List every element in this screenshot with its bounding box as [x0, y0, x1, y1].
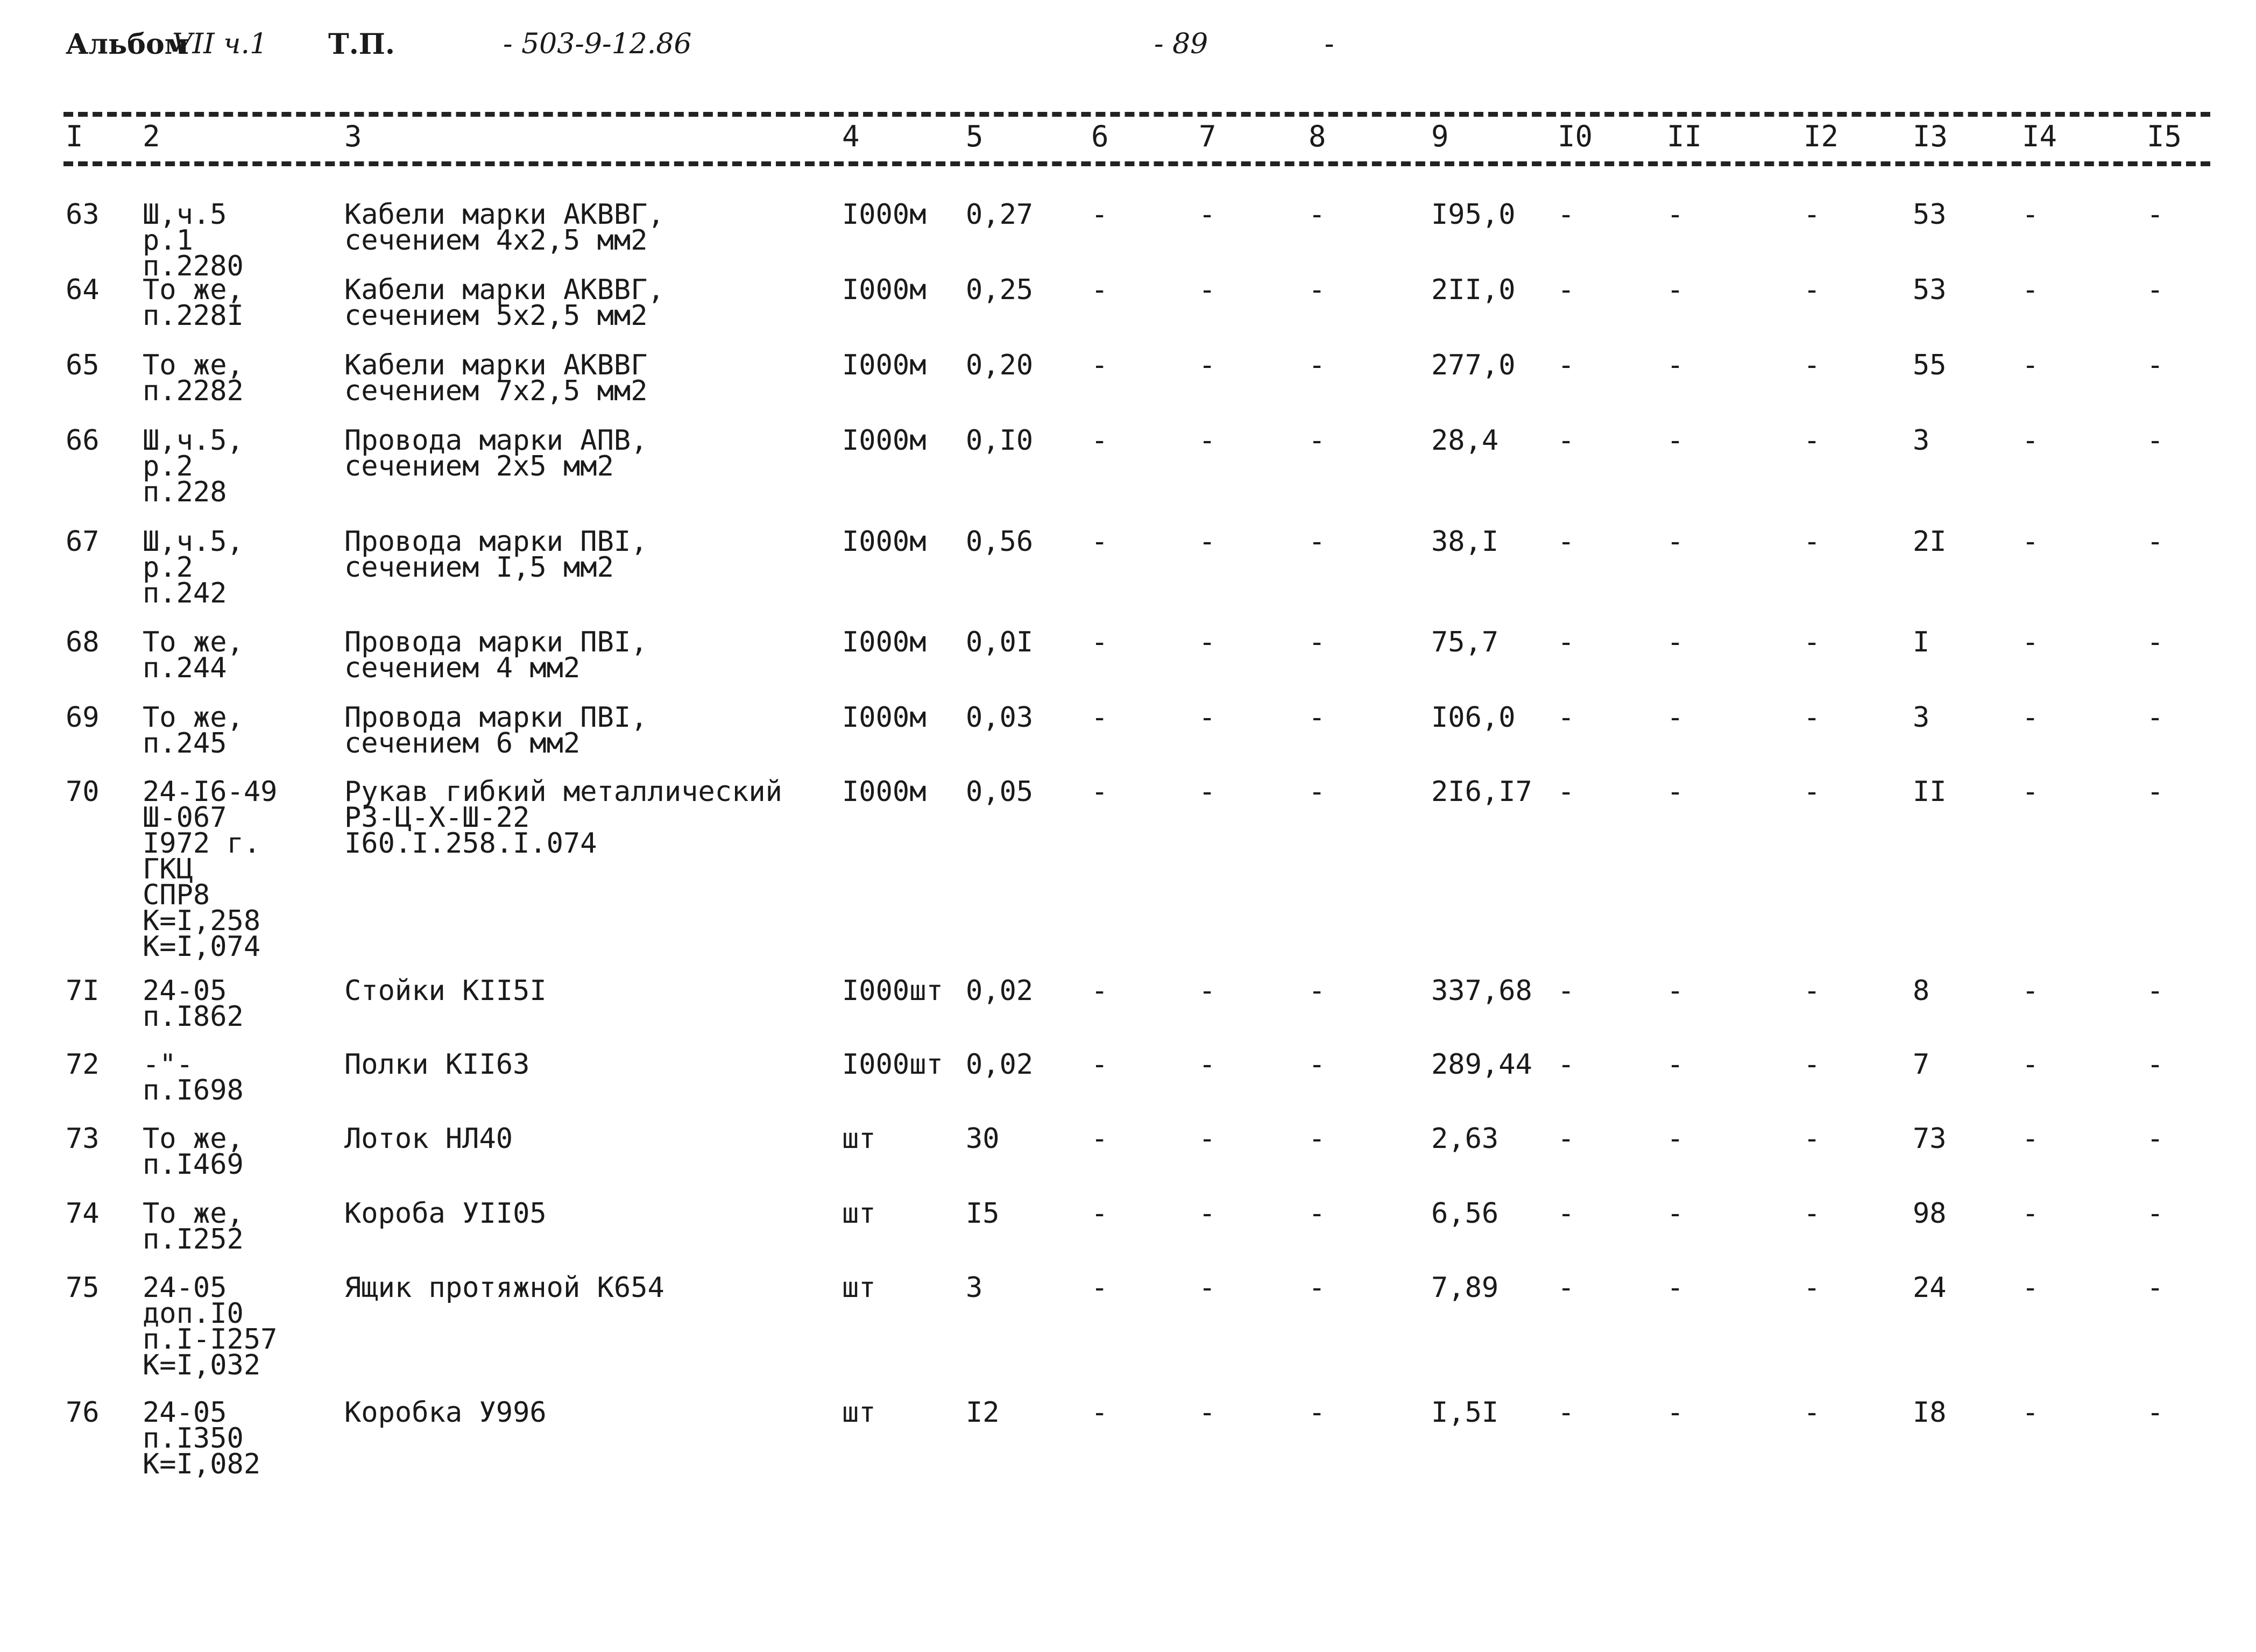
reference-cell: 24-05 доп.I0 п.I-I257 К=I,032 [143, 1272, 278, 1381]
dash-cell: - [1667, 424, 1684, 457]
code-cell: 98 [1913, 1197, 1947, 1230]
dash-cell: - [1667, 701, 1684, 734]
dash-cell: - [1804, 776, 1821, 808]
dash-cell: - [1558, 776, 1575, 808]
price-cell: 28,4 [1431, 424, 1499, 457]
dash-cell: - [1667, 776, 1684, 808]
dash-cell: - [2022, 701, 2039, 734]
reference-cell: 24-05 п.I862 [143, 975, 244, 1033]
unit-cell: I000шт [842, 1048, 943, 1081]
dash-cell: - [1667, 274, 1684, 306]
dash-cell: - [2147, 975, 2164, 1007]
dash-cell: - [1804, 1197, 1821, 1230]
price-cell: 2II,0 [1431, 274, 1516, 306]
row-number: 70 [66, 776, 100, 808]
dash-cell: - [2147, 626, 2164, 658]
dash-cell: - [1558, 626, 1575, 658]
column-header: II [1667, 119, 1702, 153]
row-number: 65 [66, 349, 100, 381]
dash-cell: - [1804, 701, 1821, 734]
dash-cell: - [2022, 975, 2039, 1007]
album-title: Альбом [66, 28, 189, 61]
header-dashed-rule [63, 161, 2210, 166]
column-header: 9 [1431, 119, 1449, 153]
code-cell: 3 [1913, 424, 1930, 457]
dash-cell: - [2022, 274, 2039, 306]
dash-cell: - [1199, 1272, 1216, 1304]
quantity-cell: I5 [966, 1197, 1000, 1230]
dash-cell: - [2147, 776, 2164, 808]
dash-cell: - [2147, 1048, 2164, 1081]
unit-cell: I000м [842, 701, 927, 734]
dash-cell: - [1309, 349, 1326, 381]
tp-label: Т.П. [328, 28, 395, 61]
row-number: 73 [66, 1123, 100, 1155]
item-name-cell: Коробка У996 [344, 1396, 547, 1429]
column-header: I4 [2022, 119, 2057, 153]
dash-cell: - [2022, 424, 2039, 457]
reference-cell: Ш,ч.5, р.2 п.228 [143, 424, 244, 508]
dash-cell: - [1667, 975, 1684, 1007]
page-number: - 89 [1154, 28, 1208, 60]
dash-cell: - [1309, 776, 1326, 808]
reference-cell: -"- п.I698 [143, 1048, 244, 1107]
dash-cell: - [1667, 198, 1684, 231]
code-cell: I8 [1913, 1396, 1947, 1429]
code-cell: I [1913, 626, 1930, 658]
price-cell: 277,0 [1431, 349, 1516, 381]
quantity-cell: 0,03 [966, 701, 1034, 734]
dash-cell: - [1804, 1048, 1821, 1081]
dash-cell: - [1558, 349, 1575, 381]
quantity-cell: 0,25 [966, 274, 1034, 306]
dash-cell: - [1667, 1396, 1684, 1429]
dash-cell: - [1804, 349, 1821, 381]
dash-cell: - [1558, 424, 1575, 457]
quantity-cell: 0,27 [966, 198, 1034, 231]
quantity-cell: 0,0I [966, 626, 1034, 658]
column-header: 8 [1309, 119, 1326, 153]
dash-cell: - [1309, 701, 1326, 734]
reference-cell: Ш,ч.5, р.2 п.242 [143, 526, 244, 609]
dash-cell: - [1667, 1272, 1684, 1304]
dash-cell: - [1558, 1272, 1575, 1304]
code-cell: 24 [1913, 1272, 1947, 1304]
price-cell: 75,7 [1431, 626, 1499, 658]
item-name-cell: Провода марки ПВI, сечением 6 мм2 [344, 701, 648, 760]
dash-cell: - [2147, 424, 2164, 457]
dash-cell: - [1667, 626, 1684, 658]
dash-cell: - [2022, 1197, 2039, 1230]
item-name-cell: Ящик протяжной К654 [344, 1272, 664, 1304]
dash-cell: - [2147, 1396, 2164, 1429]
dash-cell: - [1309, 1197, 1326, 1230]
dash-cell: - [1091, 1272, 1108, 1304]
row-number: 67 [66, 526, 100, 558]
price-cell: 2,63 [1431, 1123, 1499, 1155]
code-cell: 73 [1913, 1123, 1947, 1155]
dash-cell: - [1199, 975, 1216, 1007]
page-dash: - [1321, 28, 1338, 60]
dash-cell: - [1091, 198, 1108, 231]
dash-cell: - [1558, 975, 1575, 1007]
dash-cell: - [1199, 274, 1216, 306]
dash-cell: - [1199, 349, 1216, 381]
dash-cell: - [1199, 526, 1216, 558]
dash-cell: - [2022, 1048, 2039, 1081]
item-name-cell: Короба УII05 [344, 1197, 547, 1230]
dash-cell: - [2147, 1272, 2164, 1304]
column-header: I5 [2147, 119, 2182, 153]
row-number: 66 [66, 424, 100, 457]
unit-cell: I000шт [842, 975, 943, 1007]
dash-cell: - [2022, 526, 2039, 558]
item-name-cell: Кабели марки АКВВГ, сечением 5х2,5 мм2 [344, 274, 664, 332]
unit-cell: I000м [842, 626, 927, 658]
unit-cell: шт [842, 1396, 876, 1429]
dash-cell: - [2022, 349, 2039, 381]
dash-cell: - [1199, 1396, 1216, 1429]
quantity-cell: 0,20 [966, 349, 1034, 381]
item-name-cell: Лоток НЛ40 [344, 1123, 513, 1155]
row-number: 74 [66, 1197, 100, 1230]
quantity-cell: 0,I0 [966, 424, 1034, 457]
reference-cell: То же, п.245 [143, 701, 244, 760]
quantity-cell: 30 [966, 1123, 1000, 1155]
dash-cell: - [1199, 198, 1216, 231]
item-name-cell: Провода марки ПВI, сечением 4 мм2 [344, 626, 648, 684]
dash-cell: - [1199, 1197, 1216, 1230]
dash-cell: - [2022, 626, 2039, 658]
quantity-cell: 0,02 [966, 975, 1034, 1007]
unit-cell: I000м [842, 274, 927, 306]
unit-cell: I000м [842, 198, 927, 231]
unit-cell: шт [842, 1197, 876, 1230]
dash-cell: - [1199, 424, 1216, 457]
dash-cell: - [1309, 626, 1326, 658]
code-cell: 3 [1913, 701, 1930, 734]
price-cell: 289,44 [1431, 1048, 1532, 1081]
album-volume: VII ч.1 [172, 28, 268, 60]
dash-cell: - [1558, 526, 1575, 558]
dash-cell: - [2022, 1396, 2039, 1429]
dash-cell: - [2022, 1272, 2039, 1304]
dash-cell: - [2147, 274, 2164, 306]
dash-cell: - [2022, 1123, 2039, 1155]
reference-cell: То же, п.I469 [143, 1123, 244, 1181]
quantity-cell: 3 [966, 1272, 983, 1304]
dash-cell: - [2147, 349, 2164, 381]
dash-cell: - [1199, 1123, 1216, 1155]
column-header: 6 [1091, 119, 1109, 153]
code-cell: 7 [1913, 1048, 1930, 1081]
column-header: 7 [1199, 119, 1217, 153]
dash-cell: - [1558, 701, 1575, 734]
item-name-cell: Кабели марки АКВВГ, сечением 4х2,5 мм2 [344, 198, 664, 257]
dash-cell: - [2147, 526, 2164, 558]
row-number: 68 [66, 626, 100, 658]
dash-cell: - [1199, 701, 1216, 734]
price-cell: I,5I [1431, 1396, 1499, 1429]
code-cell: II [1913, 776, 1947, 808]
unit-cell: I000м [842, 349, 927, 381]
dash-cell: - [1804, 274, 1821, 306]
dash-cell: - [1309, 1272, 1326, 1304]
dash-cell: - [1667, 1197, 1684, 1230]
row-number: 64 [66, 274, 100, 306]
dash-cell: - [1309, 1048, 1326, 1081]
top-dashed-rule [63, 112, 2210, 117]
dash-cell: - [2022, 776, 2039, 808]
reference-cell: То же, п.244 [143, 626, 244, 684]
dash-cell: - [1667, 526, 1684, 558]
dash-cell: - [1199, 626, 1216, 658]
dash-cell: - [2147, 701, 2164, 734]
column-header: 5 [966, 119, 984, 153]
dash-cell: - [1091, 1396, 1108, 1429]
dash-cell: - [1804, 424, 1821, 457]
row-number: 63 [66, 198, 100, 231]
dash-cell: - [1091, 349, 1108, 381]
column-header: I3 [1913, 119, 1948, 153]
column-header: 3 [344, 119, 362, 153]
dash-cell: - [1309, 424, 1326, 457]
dash-cell: - [1309, 1396, 1326, 1429]
code-cell: 53 [1913, 274, 1947, 306]
quantity-cell: 0,56 [966, 526, 1034, 558]
item-name-cell: Кабели марки АКВВГ сечением 7х2,5 мм2 [344, 349, 648, 407]
price-cell: 38,I [1431, 526, 1499, 558]
dash-cell: - [1091, 1123, 1108, 1155]
row-number: 72 [66, 1048, 100, 1081]
dash-cell: - [1091, 975, 1108, 1007]
column-header: 2 [143, 119, 160, 153]
dash-cell: - [1309, 526, 1326, 558]
dash-cell: - [1804, 1272, 1821, 1304]
item-name-cell: Провода марки ПВI, сечением I,5 мм2 [344, 526, 648, 584]
row-number: 69 [66, 701, 100, 734]
item-name-cell: Полки КII63 [344, 1048, 530, 1081]
dash-cell: - [1309, 975, 1326, 1007]
item-name-cell: Провода марки АПВ, сечением 2х5 мм2 [344, 424, 648, 483]
dash-cell: - [1199, 776, 1216, 808]
dash-cell: - [2147, 198, 2164, 231]
dash-cell: - [1091, 424, 1108, 457]
dash-cell: - [1558, 274, 1575, 306]
quantity-cell: 0,02 [966, 1048, 1034, 1081]
unit-cell: I000м [842, 776, 927, 808]
dash-cell: - [1309, 1123, 1326, 1155]
unit-cell: шт [842, 1272, 876, 1304]
dash-cell: - [1558, 1197, 1575, 1230]
price-cell: 6,56 [1431, 1197, 1499, 1230]
dash-cell: - [1091, 776, 1108, 808]
dash-cell: - [1309, 274, 1326, 306]
dash-cell: - [1091, 1197, 1108, 1230]
code-cell: 2I [1913, 526, 1947, 558]
dash-cell: - [1804, 1396, 1821, 1429]
code-cell: 55 [1913, 349, 1947, 381]
reference-cell: То же, п.228I [143, 274, 244, 332]
column-header: I0 [1558, 119, 1593, 153]
reference-cell: 24-I6-49 Ш-067 I972 г. ГКЦ СПР8 К=I,258 К=I,074 [143, 776, 278, 963]
column-header: 4 [842, 119, 860, 153]
reference-cell: То же, п.I252 [143, 1197, 244, 1256]
item-name-cell: Рукав гибкий металлический Р3-Ц-Х-Ш-22 I60.I.258.I.074 [344, 776, 782, 860]
dash-cell: - [1558, 1048, 1575, 1081]
dash-cell: - [2147, 1123, 2164, 1155]
reference-cell: То же, п.2282 [143, 349, 244, 407]
dash-cell: - [1091, 1048, 1108, 1081]
row-number: 76 [66, 1396, 100, 1429]
dash-cell: - [1804, 975, 1821, 1007]
unit-cell: I000м [842, 526, 927, 558]
dash-cell: - [1091, 526, 1108, 558]
price-cell: I95,0 [1431, 198, 1516, 231]
row-number: 75 [66, 1272, 100, 1304]
quantity-cell: 0,05 [966, 776, 1034, 808]
document-number: - 503-9-12.86 [503, 28, 692, 60]
dash-cell: - [1091, 626, 1108, 658]
dash-cell: - [1091, 274, 1108, 306]
quantity-cell: I2 [966, 1396, 1000, 1429]
dash-cell: - [1558, 198, 1575, 231]
dash-cell: - [1667, 1123, 1684, 1155]
dash-cell: - [1558, 1396, 1575, 1429]
column-header: I2 [1804, 119, 1839, 153]
dash-cell: - [1091, 701, 1108, 734]
dash-cell: - [1309, 198, 1326, 231]
code-cell: 53 [1913, 198, 1947, 231]
reference-cell: 24-05 п.I350 К=I,082 [143, 1396, 261, 1480]
column-header: I [66, 119, 83, 153]
dash-cell: - [1804, 198, 1821, 231]
dash-cell: - [1804, 526, 1821, 558]
price-cell: 7,89 [1431, 1272, 1499, 1304]
item-name-cell: Стойки КII5I [344, 975, 547, 1007]
dash-cell: - [1199, 1048, 1216, 1081]
dash-cell: - [2147, 1197, 2164, 1230]
dash-cell: - [1667, 349, 1684, 381]
unit-cell: I000м [842, 424, 927, 457]
dash-cell: - [1667, 1048, 1684, 1081]
price-cell: 2I6,I7 [1431, 776, 1532, 808]
dash-cell: - [1804, 1123, 1821, 1155]
dash-cell: - [1558, 1123, 1575, 1155]
dash-cell: - [1804, 626, 1821, 658]
price-cell: 337,68 [1431, 975, 1532, 1007]
dash-cell: - [2022, 198, 2039, 231]
price-cell: I06,0 [1431, 701, 1516, 734]
unit-cell: шт [842, 1123, 876, 1155]
reference-cell: Ш,ч.5 р.1 п.2280 [143, 198, 244, 282]
code-cell: 8 [1913, 975, 1930, 1007]
row-number: 7I [66, 975, 100, 1007]
